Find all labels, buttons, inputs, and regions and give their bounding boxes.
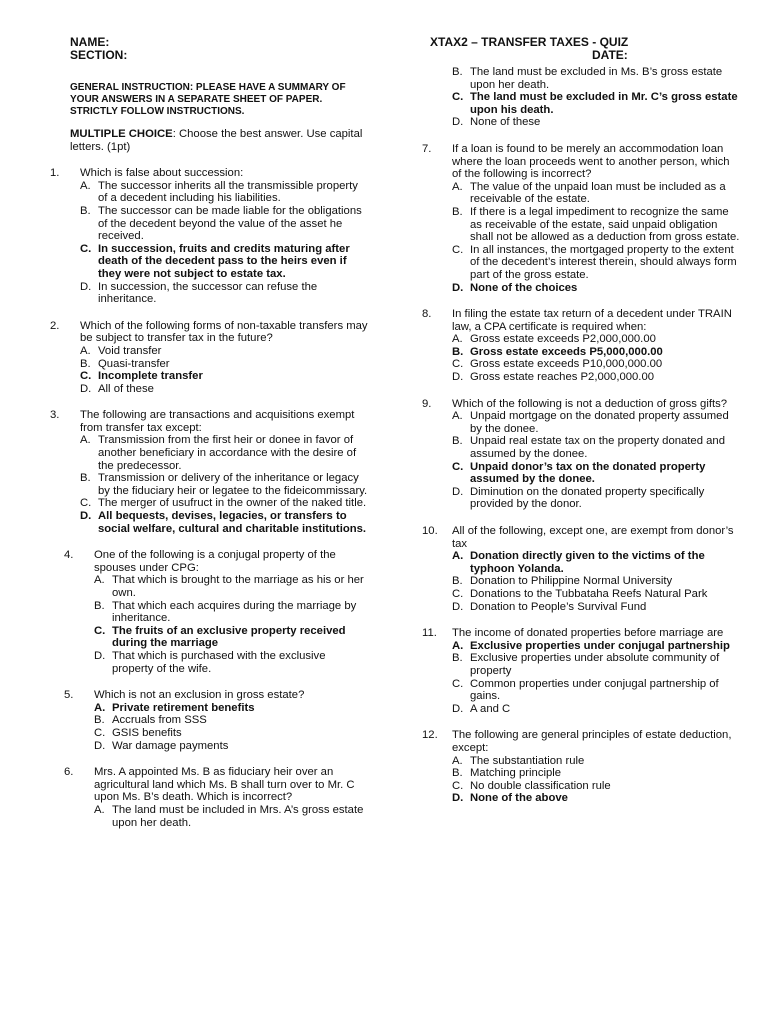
question-number: 9. (422, 397, 432, 410)
option-list (50, 434, 368, 535)
option-letter: B. (452, 652, 463, 665)
question-item (50, 549, 368, 675)
answer-option (80, 205, 368, 243)
option-letter: D. (80, 510, 92, 523)
answer-option (80, 472, 368, 497)
option-letter: A. (94, 701, 106, 714)
answer-option (452, 333, 740, 346)
question-body (50, 320, 368, 396)
answer-option (452, 550, 740, 575)
section-label: SECTION: (70, 48, 128, 62)
option-letter: B. (452, 66, 463, 78)
option-letter: A. (452, 410, 463, 423)
left-column (50, 36, 368, 829)
question-number: 5. (64, 689, 74, 702)
question-number: 1. (50, 167, 60, 180)
question-body (422, 143, 740, 294)
multiple-choice-instruction (50, 128, 368, 153)
option-letter: B. (452, 575, 463, 588)
option-letter: B. (94, 714, 105, 727)
option-text: Void transfer (98, 344, 162, 357)
question-number: 12. (422, 729, 438, 742)
question-text: Which is not an exclusion in gross estate? (94, 689, 305, 702)
option-list (422, 410, 740, 511)
option-text: In succession, fruits and credits maturing after death of the decedent pass to the heirs even if they were not subject to estate tax. (98, 242, 350, 280)
option-letter: A. (80, 434, 91, 447)
option-letter: B. (80, 472, 91, 485)
option-list (422, 66, 740, 129)
question-number: 11. (422, 627, 437, 640)
option-letter: D. (452, 371, 464, 384)
answer-option (452, 410, 740, 435)
option-letter: C. (452, 243, 464, 256)
answer-option (452, 181, 740, 206)
option-letter: B. (452, 205, 463, 218)
answer-option (452, 461, 740, 486)
option-letter: D. (94, 649, 106, 662)
question-item (50, 167, 368, 306)
option-list (64, 804, 368, 829)
question-text: Mrs. A appointed Ms. B as fiduciary heir over an agricultural land which Ms. B shall turn over to Mr. C upon Ms. B’s death. Which is incorrect? (94, 766, 355, 804)
option-text: All of these (98, 382, 154, 395)
option-list (422, 640, 740, 716)
question-body (64, 549, 368, 675)
answer-option (80, 497, 368, 510)
option-letter: A. (94, 803, 105, 816)
question-number: 4. (64, 549, 74, 562)
option-letter: B. (452, 767, 463, 780)
option-list (50, 180, 368, 306)
option-letter: A. (80, 344, 91, 357)
option-letter: C. (80, 370, 92, 383)
question-text: If a loan is found to be merely an accommodation loan where the loan proceeds went to another person, which of the following is incorrect? (452, 142, 730, 181)
option-text: Unpaid donor’s tax on the donated property assumed by the donee. (470, 460, 706, 486)
option-text: Donation to Philippine Normal University (470, 575, 673, 588)
question-6-continuation (422, 66, 740, 129)
option-letter: A. (452, 550, 464, 563)
option-text: A and C (470, 702, 511, 715)
option-list (422, 181, 740, 294)
question-text: The following are general principles of estate deduction, except: (452, 729, 732, 754)
answer-option (94, 625, 368, 650)
option-text: GSIS benefits (112, 726, 182, 739)
question-item (422, 627, 740, 715)
option-letter: B. (94, 599, 105, 612)
question-body (64, 766, 368, 829)
answer-option (452, 206, 740, 244)
question-body (422, 308, 740, 384)
option-letter: D. (452, 792, 464, 805)
option-text: Incomplete transfer (98, 370, 203, 383)
option-letter: C. (80, 497, 92, 510)
option-letter: B. (80, 204, 91, 217)
option-text: That which is brought to the marriage as his or her own. (112, 574, 364, 599)
option-text: Donation to People’s Survival Fund (470, 600, 647, 613)
answer-option (452, 588, 740, 601)
answer-option (94, 702, 368, 715)
option-letter: D. (452, 702, 464, 715)
option-text: War damage payments (112, 739, 229, 752)
answer-option (80, 434, 368, 472)
answer-option (94, 727, 368, 740)
answer-option (94, 574, 368, 599)
answer-option (452, 792, 740, 805)
date-label: DATE: (592, 48, 628, 62)
option-letter: C. (452, 358, 464, 371)
question-number: 7. (422, 142, 432, 155)
option-letter: D. (94, 739, 106, 752)
option-letter: A. (80, 179, 91, 192)
answer-option (452, 346, 740, 359)
question-number: 10. (422, 525, 438, 537)
answer-option (452, 767, 740, 780)
option-letter: A. (452, 754, 463, 767)
option-text: Exclusive properties under conjugal partnership (470, 639, 730, 652)
general-instruction: GENERAL INSTRUCTION: PLEASE HAVE A SUMMARY OF YOUR ANSWERS IN A SEPARATE SHEET OF PAPER. STRICTLY FOLLOW INSTRUCTIONS. (70, 82, 346, 117)
answer-option (452, 371, 740, 384)
question-text: In filing the estate tax return of a decedent under TRAIN law, a CPA certificate is required when: (452, 308, 732, 333)
answer-option (94, 740, 368, 753)
answer-option (452, 575, 740, 588)
option-text: None of the choices (470, 281, 578, 294)
option-text: The land must be excluded in Ms. B’s gross estate upon her death. (470, 66, 723, 91)
option-letter: C. (94, 726, 106, 739)
option-text: The substantiation rule (470, 754, 585, 767)
answer-option (94, 804, 368, 829)
answer-option (452, 358, 740, 371)
answer-option (94, 714, 368, 727)
question-text: The following are transactions and acquisitions exempt from transfer tax except: (80, 409, 355, 434)
option-text: All bequests, devises, legacies, or transfers to social welfare, cultural and charitable institutions. (98, 510, 367, 535)
option-letter: C. (80, 242, 92, 255)
option-letter: D. (452, 281, 464, 294)
left-question-list (50, 167, 368, 829)
option-list (422, 333, 740, 383)
answer-option (452, 755, 740, 768)
answer-option (452, 652, 740, 677)
right-question-list (422, 143, 740, 805)
quiz-title: XTAX2 – TRANSFER TAXES - QUIZ (430, 35, 629, 49)
answer-option (452, 116, 740, 129)
question-body (64, 689, 368, 752)
question-item (50, 689, 368, 752)
question-item (50, 766, 368, 829)
question-body (422, 398, 740, 511)
option-text: Unpaid real estate tax on the property donated and assumed by the donee. (470, 435, 725, 461)
answer-option (452, 282, 740, 295)
option-text: Gross estate exceeds P10,000,000.00 (470, 358, 663, 371)
answer-option (452, 244, 740, 282)
option-text: Private retirement benefits (112, 701, 255, 714)
question-item (422, 398, 740, 511)
answer-option (80, 510, 368, 535)
answer-option (452, 601, 740, 614)
option-text: Matching principle (470, 767, 562, 780)
question-text: Which is false about succession: (80, 167, 244, 180)
option-text: In succession, the successor can refuse the inheritance. (98, 280, 318, 306)
option-text: Gross estate exceeds P5,000,000.00 (470, 345, 663, 358)
option-letter: D. (452, 485, 464, 498)
option-list (64, 702, 368, 752)
answer-option (94, 650, 368, 675)
answer-option (80, 180, 368, 205)
answer-option (80, 370, 368, 383)
option-letter: B. (452, 345, 464, 358)
answer-option (452, 780, 740, 793)
option-text: None of these (470, 116, 541, 129)
option-text: No double classification rule (470, 779, 611, 792)
answer-option (452, 703, 740, 716)
answer-option (80, 281, 368, 306)
option-text: Gross estate exceeds P2,000,000.00 (470, 333, 656, 346)
option-letter: D. (80, 382, 92, 395)
option-text: Unpaid mortgage on the donated property assumed by the donee. (470, 410, 729, 435)
question-item (422, 143, 740, 294)
option-text: The successor inherits all the transmissible property of a decedent including his liabilities. (98, 179, 358, 205)
answer-option (94, 600, 368, 625)
question-body (422, 525, 740, 613)
option-list (50, 345, 368, 395)
question-item (50, 409, 368, 535)
question-item (422, 525, 740, 613)
question-body (422, 627, 740, 715)
question-text: All of the following, except one, are exempt from donor’s tax (452, 525, 734, 550)
question-body (50, 409, 368, 535)
option-letter: C. (452, 460, 464, 473)
question-item (422, 308, 740, 384)
option-text: Diminution on the donated property specifically provided by the donor. (470, 485, 705, 511)
option-letter: C. (452, 779, 464, 792)
mc-text: : Choose the best answer. Use capital letters. (1pt) (70, 128, 363, 153)
answer-option (80, 243, 368, 281)
mc-label: MULTIPLE CHOICE (70, 128, 173, 140)
option-letter: A. (94, 574, 105, 587)
option-letter: B. (452, 435, 463, 448)
answer-option (80, 358, 368, 371)
question-number: 2. (50, 319, 60, 332)
question-body (50, 167, 368, 306)
option-text: The land must be excluded in Mr. C’s gross estate upon his death. (470, 91, 738, 116)
question-text: Which of the following forms of non-taxable transfers may be subject to transfer tax in the future? (80, 319, 368, 345)
option-text: If there is a legal impediment to recognize the same as receivable of the estate, said unpaid obligation shall not be allowed as a deduction from gross estate. (470, 205, 740, 244)
option-text: Donation directly given to the victims of the typhoon Yolanda. (470, 550, 705, 575)
option-text: Common properties under conjugal partnership of gains. (470, 677, 719, 703)
option-text: That which each acquires during the marriage by inheritance. (112, 599, 357, 625)
question-text: One of the following is a conjugal property of the spouses under CPG: (94, 549, 336, 574)
option-letter: B. (80, 357, 91, 370)
option-list (422, 755, 740, 805)
question-text: Which of the following is not a deduction of gross gifts? (452, 397, 728, 410)
option-text: Gross estate reaches P2,000,000.00 (470, 371, 655, 384)
question-body (422, 729, 740, 805)
option-list (64, 574, 368, 675)
option-text: Quasi-transfer (98, 357, 170, 370)
option-text: Transmission from the first heir or donee in favor of another beneficiary in accordance with the desire of the predecessor. (98, 434, 357, 472)
option-text: The successor can be made liable for the obligations of the decedent beyond the value of the asset he received. (98, 204, 362, 243)
answer-option (452, 66, 740, 91)
name-label: NAME: (70, 35, 110, 49)
option-letter: A. (452, 180, 463, 193)
option-letter: D. (452, 600, 464, 613)
option-letter: D. (452, 116, 464, 129)
option-text: Accruals from SSS (112, 714, 207, 727)
option-text: The value of the unpaid loan must be included as a receivable of the estate. (470, 180, 726, 206)
option-letter: D. (80, 280, 92, 293)
option-letter: A. (452, 333, 463, 346)
option-text: None of the above (470, 792, 568, 805)
answer-option (452, 640, 740, 653)
option-letter: C. (452, 587, 464, 600)
option-text: In all instances, the mortgaged property to the extent of the decedent’s interest therein, should always form part of the gross estate. (470, 243, 737, 281)
question-number: 3. (50, 409, 60, 422)
option-letter: A. (452, 639, 464, 652)
option-list (422, 550, 740, 613)
question-number: 8. (422, 308, 432, 321)
option-letter: C. (452, 91, 464, 104)
option-text: Exclusive properties under absolute community of property (470, 652, 720, 677)
option-text: Donations to the Tubbataha Reefs Natural Park (470, 587, 708, 600)
answer-option (452, 678, 740, 703)
option-text: That which is purchased with the exclusive property of the wife. (112, 649, 326, 675)
question-number: 6. (64, 766, 74, 779)
answer-option (80, 383, 368, 396)
answer-option (80, 345, 368, 358)
answer-option (452, 435, 740, 460)
option-text: The merger of usufruct in the owner of the naked title. (98, 497, 367, 510)
answer-option (452, 91, 740, 116)
option-letter: C. (452, 677, 464, 690)
question-item (422, 729, 740, 805)
question-item (50, 320, 368, 396)
option-text: Transmission or delivery of the inheritance or legacy by the fiduciary heir or legatee to the fideicommissary. (98, 472, 368, 497)
right-column (422, 36, 740, 805)
question-text: The income of donated properties before marriage are (452, 627, 724, 640)
answer-option (452, 486, 740, 511)
option-text: The land must be included in Mrs. A’s gross estate upon her death. (112, 803, 364, 829)
option-text: The fruits of an exclusive property received during the marriage (112, 624, 346, 650)
option-letter: C. (94, 624, 106, 637)
